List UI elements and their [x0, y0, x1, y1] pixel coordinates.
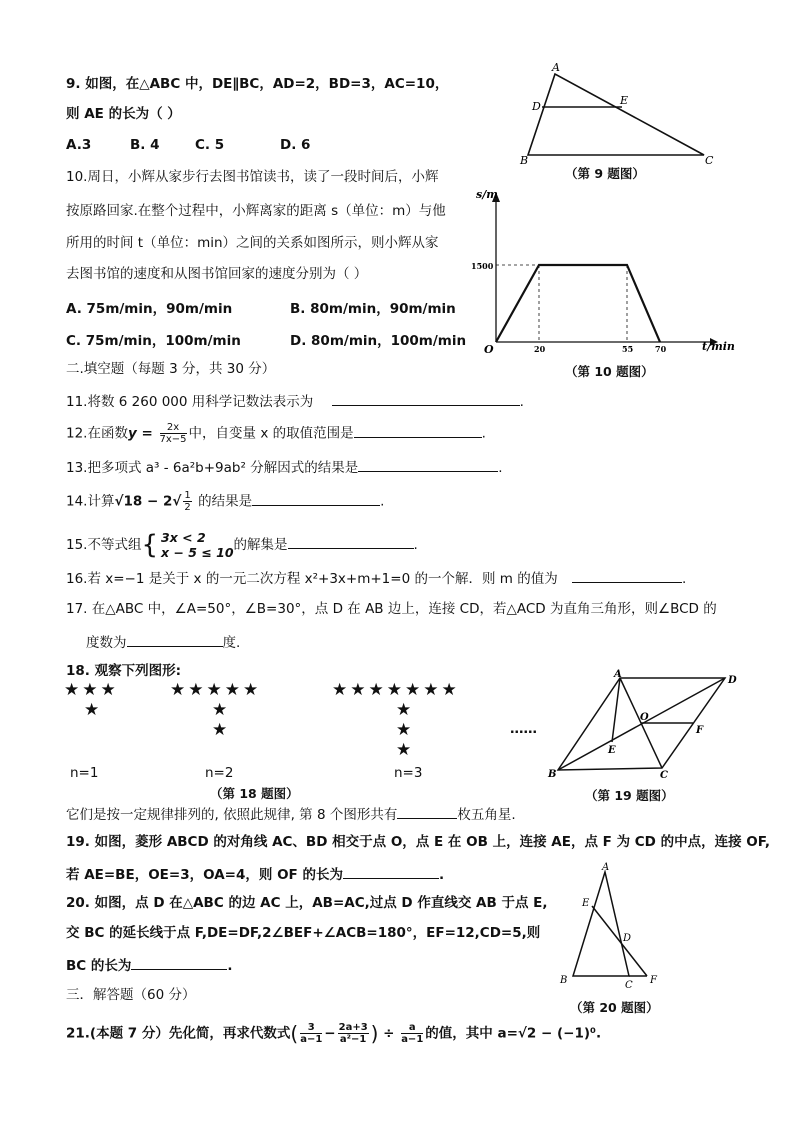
star: ★: [82, 680, 101, 700]
q10-line3: 所用的时间 t（单位：min）之间的关系如图所示，则小辉从家: [66, 235, 439, 251]
q18-fig2-col2: [212, 720, 230, 740]
q19-label-b: B: [548, 769, 557, 780]
q19-label-o: O: [640, 712, 649, 723]
q14-den: 2: [184, 502, 191, 513]
q18-n3: n=3: [394, 765, 423, 781]
q15-system: [161, 530, 234, 560]
q20-triangle-abc: [573, 872, 632, 976]
q20-label-e: E: [582, 898, 590, 909]
q9-label-c: C: [705, 154, 714, 167]
q15-post: 的解集是: [233, 537, 288, 553]
q10-caption: （第 10 题图）: [565, 364, 654, 379]
q10-distance-time-graph: [470, 182, 740, 362]
q9-triangle-figure: [510, 60, 730, 170]
star: ★: [396, 720, 415, 740]
q9-option-b: B. 4: [130, 137, 160, 153]
star: ★: [84, 700, 103, 720]
q10-ylabel: s/m: [476, 188, 498, 201]
q12-fraction: [160, 422, 187, 445]
q20-label-a: A: [602, 862, 610, 873]
q9-label-b: B: [520, 154, 529, 167]
q10-option-b: B. 80m/min，90m/min: [290, 301, 456, 317]
q18-fig3-row: [332, 680, 460, 700]
star: ★: [188, 680, 207, 700]
q18-n2: n=2: [205, 765, 234, 781]
star: ★: [212, 720, 231, 740]
q19-caption: （第 19 题图）: [585, 788, 674, 803]
q18-n1: n=1: [70, 765, 99, 781]
star: ★: [386, 680, 405, 700]
q18-answer-blank[interactable]: [397, 804, 457, 819]
q10-distance-line: [496, 265, 660, 342]
star: ★: [243, 680, 262, 700]
q18-fig1-col: [84, 700, 102, 720]
star: ★: [206, 680, 225, 700]
star: ★: [100, 680, 119, 700]
q9-stem-line1: 9. 如图，在△ABC 中，DE∥BC，AD=2，BD=3，AC=10，: [66, 76, 449, 92]
q21-frac2: [338, 1022, 369, 1045]
q9-caption: （第 9 题图）: [565, 166, 645, 181]
q12-post: 中，自变量 x 的取值范围是: [188, 425, 354, 442]
q13-answer-blank[interactable]: [358, 457, 498, 472]
q9-label-e: E: [620, 94, 629, 107]
q21-line: 21.(本题 7 分）先化简，再求代数式( $\frac{3}{a-1}$ − $\frac{2a+3}{\text{a²−1}}$ ) ÷ $\frac{a}{a-1}$ 的值，其中 a=√2 − (−1)⁰.: [66, 1021, 602, 1046]
q21-f1-num: 3: [300, 1022, 322, 1034]
q10-line1: 10.周日，小辉从家步行去图书馆读书，读了一段时间后，小辉: [66, 169, 439, 185]
q20-label-f: F: [650, 975, 657, 986]
q14-num: 1: [184, 490, 191, 501]
section2-heading: 二.填空题（每题 3 分，共 30 分）: [66, 361, 276, 377]
q20-caption: （第 20 题图）: [570, 1000, 659, 1015]
q10-option-a: A. 75m/min，90m/min: [66, 301, 233, 317]
star: ★: [170, 680, 189, 700]
star: ★: [441, 680, 460, 700]
q18-fig3-col1: [396, 700, 414, 720]
q13-text: 13.把多项式 a³ - 6a²b+9ab² 分解因式的结果是: [66, 460, 359, 476]
q18-fig2-row: [170, 680, 261, 700]
q12-line: 12.在函数y = $\frac{2x}{7x-5}$ 中，自变量 x 的取值范围是 .: [66, 422, 486, 445]
q20-label-d: D: [623, 933, 632, 944]
q13-line: 13.把多项式 a³ - 6a²b+9ab² 分解因式的结果是 .: [66, 457, 503, 477]
q12-eq: =: [136, 425, 158, 442]
q19-label-c: C: [660, 770, 668, 781]
q14-post: 的结果是: [193, 493, 253, 510]
q18-fig3-col3: [396, 740, 414, 760]
q18-ellipsis: ……: [510, 721, 537, 737]
star: ★: [396, 740, 415, 760]
q19-answer-blank[interactable]: [343, 864, 439, 879]
q17-line1: 17. 在△ABC 中，∠A=50°，∠B=30°，点 D 在 AB 边上，连接 CD，若△ACD 为直角三角形，则∠BCD 的: [66, 601, 717, 617]
q12-pre: 12.在函数: [66, 425, 128, 442]
q21-post: 的值，其中 a=√2 − (−1)⁰.: [425, 1025, 602, 1042]
q17-answer-blank[interactable]: [127, 632, 223, 647]
q10-option-c: C. 75m/min，100m/min: [66, 333, 241, 349]
q20-line3: BC 的长为 .: [66, 955, 233, 975]
q12-den: 7x−5: [159, 434, 187, 445]
q19-line1: 19. 如图，菱形 ABCD 的对角线 AC、BD 相交于点 O，点 E 在 OB 上，连接 AE，点 F 为 CD 的中点，连接 OF,: [66, 834, 770, 850]
q18-title: 18. 观察下列图形:: [66, 663, 182, 679]
q19-label-a: A: [614, 669, 622, 680]
star: ★: [332, 680, 351, 700]
q20-label-b: B: [560, 975, 568, 986]
q15-ineq1: 3x < 2: [161, 530, 206, 545]
q16-answer-blank[interactable]: [572, 568, 682, 583]
q10-line4: 去图书馆的速度和从图书馆回家的速度分别为（ ）: [66, 266, 368, 282]
q19-diagonal-bd: [558, 678, 725, 770]
q21-f3-num: a: [401, 1022, 423, 1034]
q9-option-c: C. 5: [195, 137, 225, 153]
q10-xtick-55: 55: [622, 344, 634, 354]
q18-tail: [66, 804, 516, 824]
q21-f3-den: a−1: [401, 1034, 424, 1045]
star: ★: [368, 680, 387, 700]
q17-line2a: 度数为: [86, 635, 127, 651]
q18-fig2-col1: [212, 700, 230, 720]
q10-option-d: D. 80m/min，100m/min: [290, 333, 467, 349]
q19-line2-text: 若 AE=BE，OE=3，OA=4，则 OF 的长为: [66, 867, 343, 883]
star: ★: [396, 700, 415, 720]
q14-pre: 14.计算: [66, 493, 115, 510]
q15-pre: 15.不等式组: [66, 537, 142, 553]
q19-rhombus-figure: [540, 665, 745, 785]
q12-y: y: [127, 425, 137, 442]
q12-answer-blank[interactable]: [354, 423, 482, 438]
q19-line2: 若 AE=BE，OE=3，OA=4，则 OF 的长为 .: [66, 864, 444, 884]
q16-line: 16.若 x=−1 是关于 x 的一元二次方程 x²+3x+m+1=0 的一个解．则 m 的值为 .: [66, 568, 686, 588]
q18-tail-b: 枚五角星.: [457, 807, 516, 823]
q14-line: 14.计算√18 − 2√ $\frac{1}{2}$ 的结果是 .: [66, 490, 385, 513]
q9-label-d: D: [532, 100, 541, 113]
q10-xtick-70: 70: [655, 344, 667, 354]
q10-xlabel: t/min: [702, 340, 735, 353]
star: ★: [64, 680, 83, 700]
star: ★: [423, 680, 442, 700]
q10-xtick-20: 20: [534, 344, 546, 354]
q15-ineq2: x − 5 ≤ 10: [161, 545, 234, 560]
q19-label-f: F: [696, 725, 704, 736]
q17-line2b: 度.: [222, 635, 241, 651]
q20-answer-blank[interactable]: [131, 955, 227, 970]
q21-frac1: [300, 1022, 322, 1045]
q21-frac3: [401, 1022, 423, 1045]
q9-option-a: A.3: [66, 137, 92, 153]
q9-option-d: D. 6: [280, 137, 311, 153]
q19-label-d: D: [728, 675, 737, 686]
q11-line: 11.将数 6 260 000 用科学记数法表示为 .: [66, 391, 524, 411]
q20-label-c: C: [625, 980, 633, 991]
q14-fraction: [183, 490, 191, 513]
q15-answer-blank[interactable]: [288, 534, 414, 549]
q15-line: 15.不等式组{ 3x < 2 x − 5 ≤ 10 的解集是 .: [66, 530, 418, 560]
q20-line2: 交 BC 的延长线于点 F,DE=DF,2∠BEF+∠ACB=180°，EF=12,CD=5,则: [66, 925, 541, 941]
q10-line2: 按原路回家.在整个过程中，小辉离家的距离 s（单位：m）与他: [66, 203, 446, 219]
q20-triangle-figure: [555, 858, 670, 993]
q12-num: 2x: [160, 422, 187, 434]
star: ★: [405, 680, 424, 700]
q19-label-e: E: [608, 745, 616, 756]
q9-stem-line2: 则 AE 的长为（ ）: [66, 106, 181, 122]
star: ★: [350, 680, 369, 700]
q9-label-a: A: [552, 61, 560, 74]
q9-triangle-abc: [528, 74, 704, 155]
q18-fig1-row: [64, 680, 119, 700]
q10-ytick-1500: 1500: [471, 261, 494, 271]
q21-f2-den: a²−1: [339, 1034, 367, 1045]
q11-text: 11.将数 6 260 000 用科学记数法表示为: [66, 394, 314, 410]
q20-line1: 20. 如图，点 D 在△ABC 的边 AC 上，AB=AC,过点 D 作直线交 AB 于点 E,: [66, 895, 548, 911]
q21-pre: 21.(本题 7 分）先化简，再求代数式: [66, 1025, 291, 1042]
star: ★: [212, 700, 231, 720]
q14-answer-blank[interactable]: [252, 491, 380, 506]
q21-f2-num: 2a+3: [338, 1022, 368, 1033]
q16-text: 16.若 x=−1 是关于 x 的一元二次方程 x²+3x+m+1=0 的一个解．则 m 的值为: [66, 571, 558, 587]
q18-caption: （第 18 题图）: [210, 786, 299, 801]
q11-answer-blank[interactable]: [332, 391, 520, 406]
q14-sqrt18: √18 − 2: [114, 493, 173, 510]
star: ★: [224, 680, 243, 700]
section3-heading: 三．解答题（60 分）: [66, 987, 196, 1003]
q10-origin: O: [484, 343, 494, 356]
q20-line-ef: [592, 906, 647, 976]
q18-fig3-col2: [396, 720, 414, 740]
q20-line3-text: BC 的长为: [66, 958, 132, 974]
q18-tail-a: 它们是按一定规律排列的, 依照此规律, 第 8 个图形共有: [66, 807, 398, 823]
q21-f1-den: a−1: [300, 1034, 323, 1045]
q17-line2: [86, 632, 240, 652]
